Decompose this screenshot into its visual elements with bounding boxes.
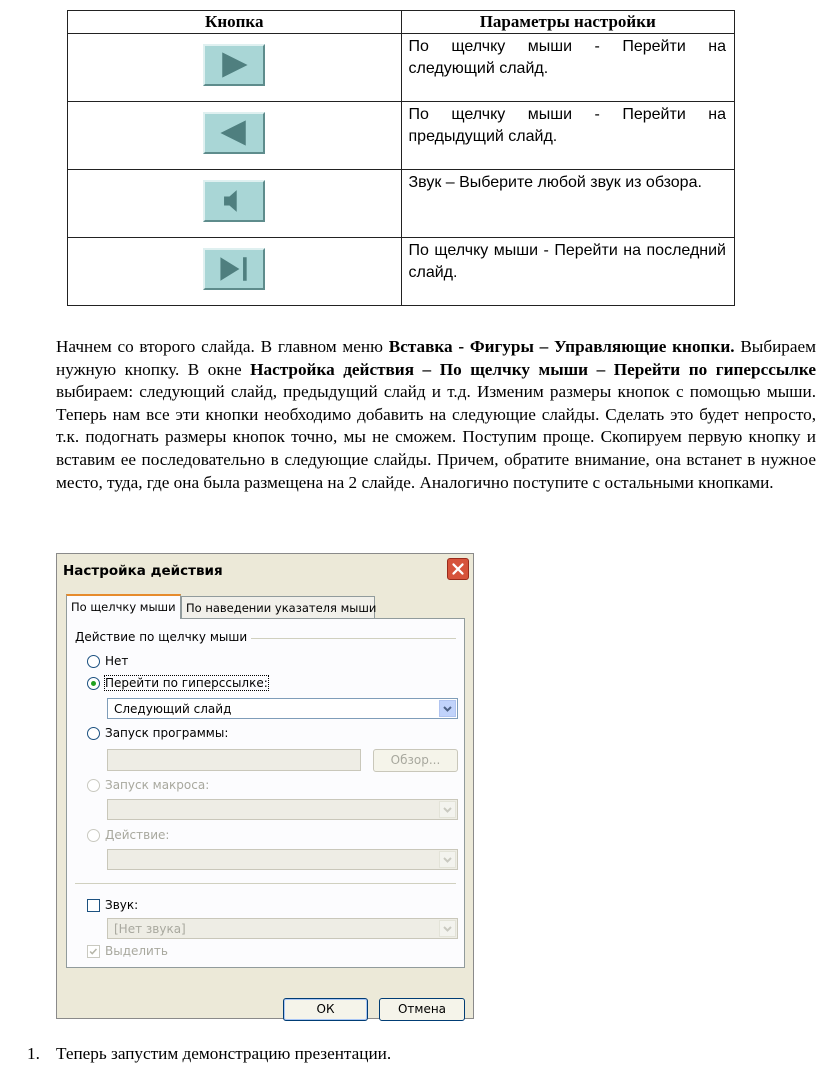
header-settings: Параметры настройки (401, 11, 735, 34)
highlight-checkbox-label: Выделить (105, 944, 168, 958)
paragraph-text: Начнем со второго слайда. В главном меню (56, 337, 389, 356)
last-slide-icon (203, 248, 265, 290)
radio-run-macro-label: Запуск макроса: (105, 778, 210, 792)
list-item (27, 1044, 391, 1064)
table-row (68, 238, 735, 306)
previous-slide-icon (203, 112, 265, 154)
chevron-down-icon[interactable] (439, 920, 456, 937)
checkmark-icon (88, 946, 99, 957)
paragraph-bold: Настройка действия – По щелчку мыши – Перейти по гиперссылке (250, 359, 816, 379)
table-row (68, 34, 735, 102)
group-label: Действие по щелчку мыши (75, 630, 251, 644)
tab-panel (66, 618, 465, 968)
ok-button[interactable]: ОК (283, 998, 368, 1021)
icon-cell (68, 34, 402, 102)
sound-icon (203, 180, 265, 222)
table-row (68, 170, 735, 238)
icon-cell (68, 102, 402, 170)
radio-action[interactable] (87, 829, 100, 842)
dialog-title: Настройка действия (63, 563, 223, 579)
next-slide-icon (203, 44, 265, 86)
icon-cell (68, 170, 402, 238)
list-number: 1. (27, 1044, 40, 1063)
macro-select[interactable] (107, 799, 458, 820)
sound-select-value: [Нет звука] (114, 922, 186, 936)
hyperlink-select-value: Следующий слайд (114, 702, 232, 716)
icon-cell (68, 238, 402, 306)
table-cell: По щелчку мыши - Перейти на предыдущий слайд. (401, 102, 735, 170)
paragraph-text: Выбираем нужную кнопку. В окне (56, 337, 816, 379)
divider (75, 883, 456, 884)
close-button[interactable] (447, 558, 469, 580)
sound-checkbox-label: Звук: (105, 898, 139, 912)
table-row (68, 102, 735, 170)
program-path-input[interactable] (107, 749, 361, 771)
chevron-down-icon[interactable] (439, 801, 456, 818)
tab-on-hover[interactable]: По наведении указателя мыши (181, 596, 375, 618)
browse-button[interactable]: Обзор... (373, 749, 458, 772)
action-buttons-table (67, 10, 735, 306)
chevron-down-icon[interactable] (439, 851, 456, 868)
highlight-checkbox[interactable] (87, 945, 100, 958)
table-cell: По щелчку мыши - Перейти на последний слайд. (401, 238, 735, 306)
close-icon (448, 559, 468, 579)
table-cell: По щелчку мыши - Перейти на следующий слайд. (401, 34, 735, 102)
paragraph-bold: Вставка - Фигуры – Управляющие кнопки. (388, 337, 735, 356)
radio-run-macro[interactable] (87, 779, 100, 792)
radio-hyperlink[interactable] (87, 677, 100, 690)
radio-none[interactable] (87, 655, 100, 668)
action-select[interactable] (107, 849, 458, 870)
radio-action-label: Действие: (105, 828, 170, 842)
chevron-down-icon[interactable] (439, 700, 456, 717)
sound-checkbox[interactable] (87, 899, 100, 912)
list-text: Теперь запустим демонстрацию презентации. (56, 1044, 392, 1063)
radio-run-program-label: Запуск программы: (105, 726, 229, 740)
sound-select[interactable] (107, 918, 458, 939)
instruction-paragraph (56, 336, 816, 494)
action-settings-dialog (56, 553, 474, 1019)
radio-run-program[interactable] (87, 727, 100, 740)
table-header-row (68, 11, 735, 34)
radio-hyperlink-label: Перейти по гиперссылке: (105, 676, 268, 690)
paragraph-text: выбираем: следующий слайд, предыдущий слайд и т.д. Изменим размеры кнопок с помощью мыши. Теперь нам все эти кнопки необходимо добавить на следующие слайды. Сделать это будет непросто, т.к. подогнать размеры кнопок точно, мы не сможем. Поступим проще. Скопируем первую кнопку и вставим ее последовательно в следующие слайды. Причем, обратите внимание, она встанет в нужное место, туда, где она была размещена на 2 слайде. Аналогично поступите с остальными кнопками. (56, 382, 816, 492)
cancel-button[interactable]: Отмена (379, 998, 465, 1021)
radio-selected-dot (91, 681, 96, 686)
group-divider (247, 638, 456, 639)
tab-on-click[interactable]: По щелчку мыши (66, 594, 181, 619)
radio-none-label: Нет (105, 654, 129, 668)
header-button: Кнопка (68, 11, 402, 34)
table-cell: Звук – Выберите любой звук из обзора. (401, 170, 735, 238)
hyperlink-select[interactable] (107, 698, 458, 719)
